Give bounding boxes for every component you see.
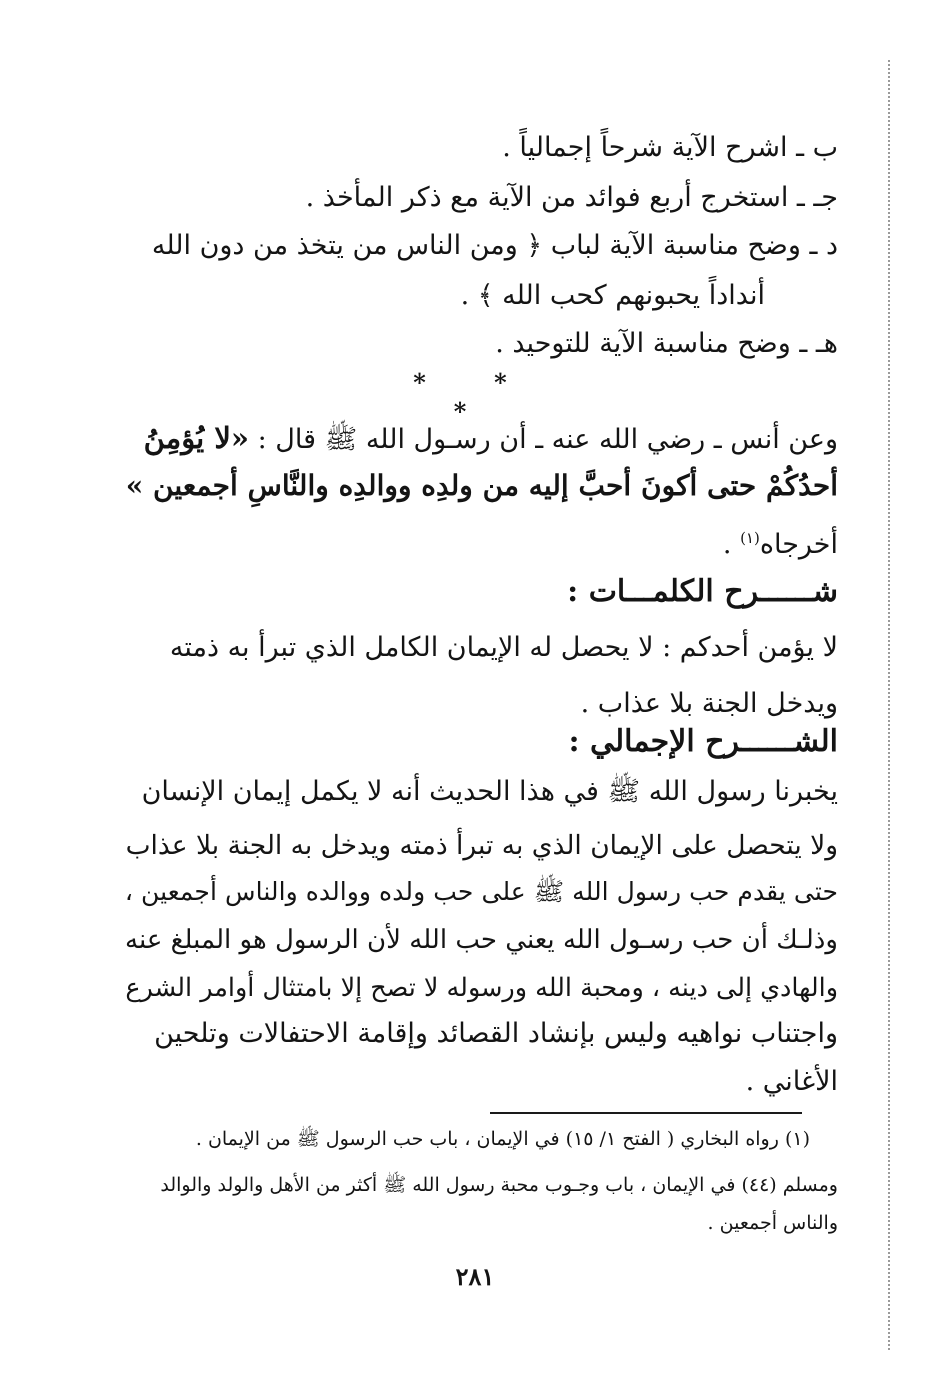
- section-separator: * * *: [413, 368, 537, 426]
- footnote-line-1: (١) رواه البخاري ( الفتح ١/ ١٥) في الإيمان ، باب حب الرسول ﷺ من الإيمان .: [195, 1128, 810, 1150]
- hadith-source-text: أخرجاه: [759, 529, 838, 560]
- words-line-1: لا يؤمن أحدكم : لا يحصل له الإيمان الكامل الذي تبرأ به ذمته: [169, 632, 838, 663]
- words-line-2: ويدخل الجنة بلا عذاب .: [580, 688, 838, 719]
- question-j: جـ ـ استخرج أربع فوائد من الآية مع ذكر المأخذ .: [305, 182, 838, 213]
- question-d: د ـ وضح مناسبة الآية لباب ﴿ ومن الناس من يتخذ من دون الله: [151, 230, 838, 261]
- hadith-source: [723, 518, 838, 565]
- summary-line-1: يخبرنا رسول الله ﷺ في هذا الحديث أنه لا يكمل إيمان الإنسان: [141, 776, 838, 807]
- page-number: ٢٨١: [455, 1262, 495, 1291]
- words-heading: شــــــرح الكلمـــات :: [567, 574, 838, 609]
- summary-line-7: الأغاني .: [745, 1066, 838, 1097]
- footnote-line-3: والناس أجمعين .: [707, 1212, 838, 1234]
- page-edge-dotted-line: [888, 60, 890, 1350]
- question-d-continuation: أنداداً يحبونهم كحب الله ﴾ .: [460, 280, 765, 311]
- summary-line-5: والهادي إلى دينه ، ومحبة الله ورسوله لا تصح إلا بامتثال أوامر الشرع: [125, 973, 838, 1003]
- footnote-line-2: ومسلم (٤٤) في الإيمان ، باب وجـوب محبة رسول الله ﷺ أكثر من الأهل والولد والوالد: [160, 1174, 838, 1196]
- footnote-rule: [490, 1112, 802, 1114]
- footnote-marker: (١): [740, 529, 760, 547]
- hadith-text-line-2: أحدُكُمْ حتى أكونَ أحبَّ إليه من ولدِه ووالدِه والنَّاسِ أجمعين »: [125, 469, 838, 502]
- summary-line-3: حتى يقدم حب رسول الله ﷺ على حب ولده ووالده والناس أجمعين ،: [124, 877, 838, 906]
- question-h: هـ ـ وضح مناسبة الآية للتوحيد .: [495, 328, 838, 359]
- summary-line-6: واجتناب نواهيه وليس بإنشاد القصائد وإقامة الاحتفالات وتلحين: [154, 1018, 838, 1049]
- hadith-intro: وعن أنس ـ رضي الله عنه ـ أن رسـول الله ﷺ قال :: [257, 424, 838, 455]
- summary-line-4: وذلـك أن حب رسـول الله يعني حب الله لأن الرسول هو المبلغ عنه: [125, 925, 838, 955]
- hadith-line-1: [144, 418, 838, 460]
- summary-line-2: ولا يتحصل على الإيمان الذي به تبرأ ذمته ويدخل به الجنة بلا عذاب: [125, 830, 838, 861]
- hadith-source-end: .: [722, 529, 741, 560]
- hadith-text-start: «لا يُؤمِنُ: [143, 421, 250, 455]
- question-b: ب ـ اشرح الآية شرحاً إجمالياً .: [502, 132, 838, 163]
- summary-heading: الشــــــرح الإجمالي :: [568, 724, 838, 759]
